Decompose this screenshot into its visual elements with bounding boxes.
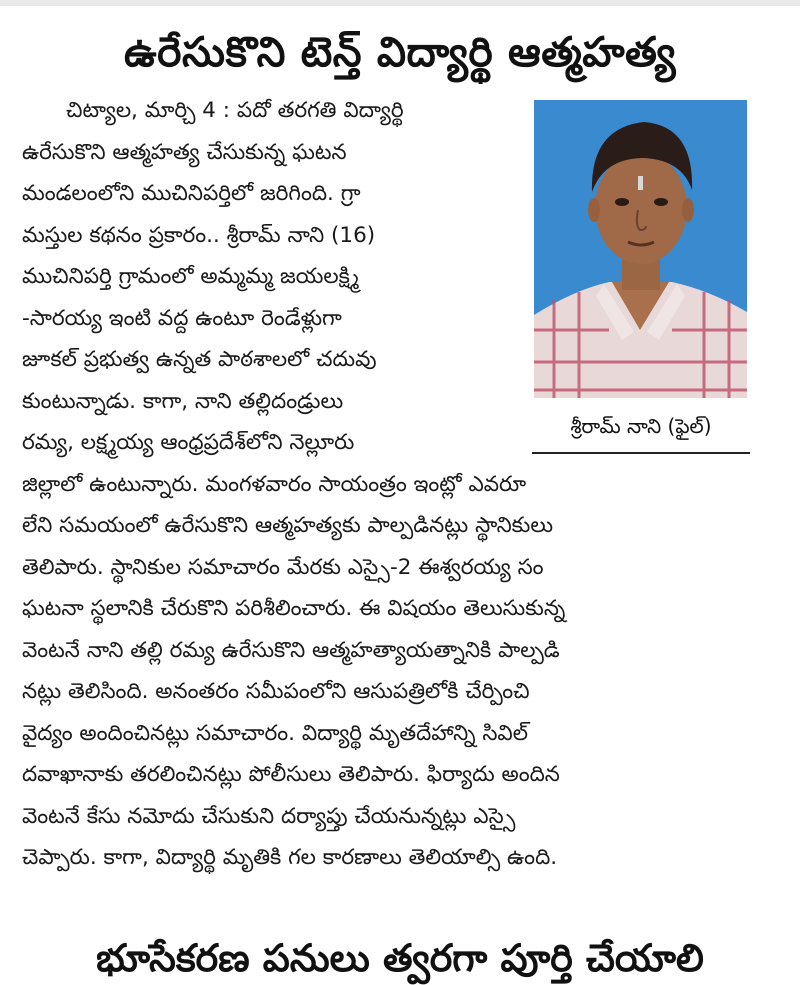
- body-line: లేని సమయంలో ఉరేసుకొని ఆత్మహత్యకు పాల్పడినట్లు స్థానికులు: [22, 513, 554, 538]
- right-ear: [682, 198, 694, 222]
- body-line: మండలంలోని ముచినిపర్తిలో జరిగింది. గ్రా: [22, 181, 361, 206]
- left-ear: [588, 198, 600, 222]
- article-headline: ఉరేసుకొని టెన్త్ విద్యార్థి ఆత్మహత్య: [123, 28, 677, 76]
- body-line: రమ్య, లక్ష్మయ్య ఆంధ్రప్రదేశ్‌లోని నెల్లూరు: [22, 430, 355, 455]
- caption-divider: [532, 452, 750, 454]
- body-line: జిల్లాలో ఉంటున్నారు. మంగళవారం సాయంత్రం ఇంట్లో ఎవరూ: [22, 471, 527, 497]
- body-line: -సారయ్య ఇంటి వద్ద ఉంటూ రెండేళ్లుగా: [22, 305, 342, 331]
- body-line: తెలిపారు. స్థానికుల సమాచారం మేరకు ఎస్సై-2 ఈశ్వరయ్య సం: [22, 554, 544, 580]
- face: [595, 152, 687, 264]
- body-line: ఘటనా స్థలానికి చేరుకొని పరిశీలించారు. ఈ విషయం తెలుసుకున్న: [22, 596, 566, 621]
- body-line: వెంటనే కేసు నమోదు చేసుకుని దర్యాప్తు చేయనున్నట్లు ఎస్సై: [22, 803, 516, 829]
- body-line: నట్లు తెలిసింది. అనంతరం సమీపంలోని ఆసుపత్రిలోకి చేర్పించి: [22, 679, 530, 704]
- body-line: జూకల్ ప్రభుత్వ ఉన్నత పాఠశాలలో చదువు: [22, 347, 377, 372]
- body-line: ముచినిపర్తి గ్రామంలో అమ్మమ్మ జయలక్ష్మి: [22, 264, 359, 289]
- body-line: కుంటున్నాడు. కాగా, నాని తల్లిదండ్రులు: [22, 388, 344, 414]
- body-line: దవాఖానాకు తరలించినట్లు పోలీసులు తెలిపారు. ఫిర్యాదు అందిన: [22, 762, 560, 787]
- body-line: ఉరేసుకొని ఆత్మహత్య చేసుకున్న ఘటన: [22, 139, 347, 165]
- body-line: వెంటనే నాని తల్లి రమ్య ఉరేసుకొని ఆత్మహత్యాయత్నానికి పాల్పడి: [22, 637, 560, 663]
- tilak: [638, 176, 643, 190]
- student-photo: [534, 100, 747, 398]
- top-rule: [0, 0, 800, 6]
- body-line: మస్తుల కథనం ప్రకారం.. శ్రీరామ్ నాని (16): [22, 222, 376, 248]
- right-eye: [654, 198, 668, 206]
- left-eye: [615, 198, 629, 206]
- next-article-headline: భూసేకరణ పనులు త్వరగా పూర్తి చేయాలి: [96, 936, 704, 980]
- photo-caption: శ్రీరామ్ నాని (ఫైల్): [570, 414, 712, 438]
- portrait-illustration: [534, 100, 747, 398]
- body-line: వైద్యం అందించినట్లు సమాచారం. విద్యార్థి మృతదేహాన్ని సివిల్: [22, 720, 528, 746]
- body-line: చిట్యాల, మార్చి 4 : పదో తరగతి విద్యార్థి: [66, 98, 404, 123]
- body-line: చెప్పారు. కాగా, విద్యార్థి మృతికి గల కారణాలు తెలియాల్సి ఉంది.: [22, 845, 558, 870]
